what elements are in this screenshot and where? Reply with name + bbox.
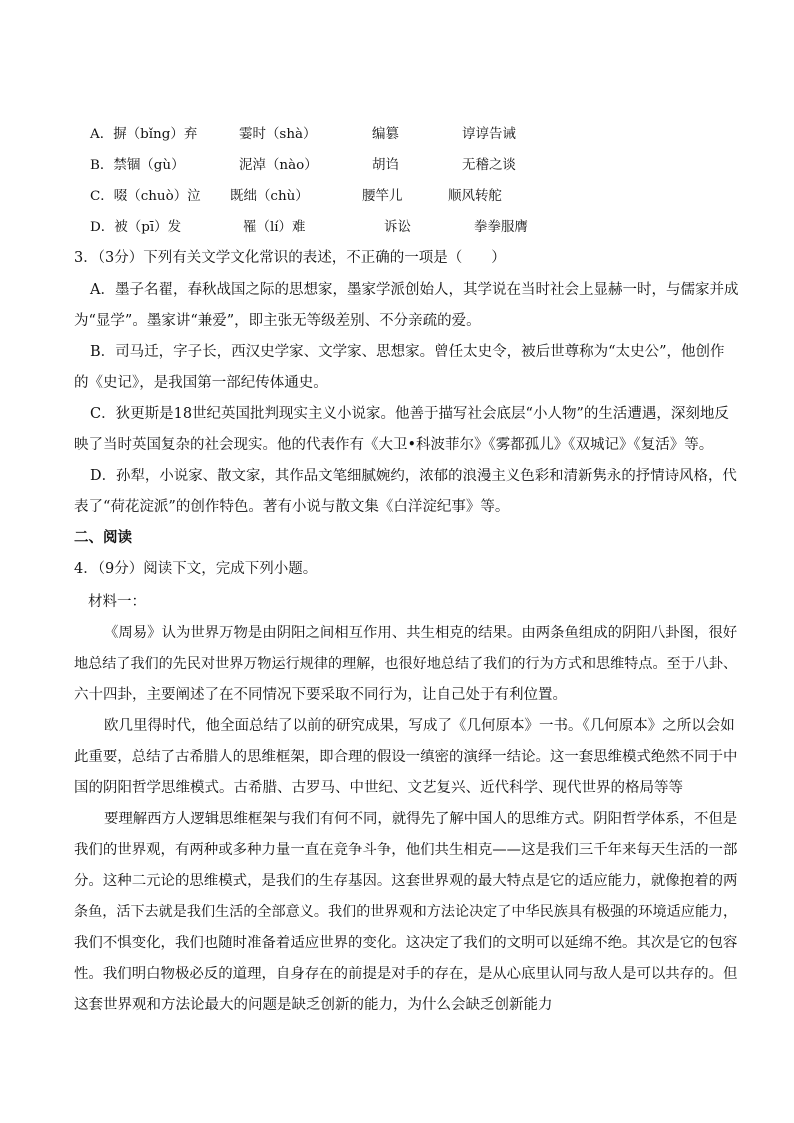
- section-title: 二、阅读: [74, 529, 132, 546]
- q3-stem: 3．（3分）下列有关文学文化常识的表述，不正确的一项是（ ）: [74, 250, 506, 266]
- para1-line-2: 地总结了我们的先民对世界万物运行规律的理解，也很好地总结了我们的行为方式和思维特点。至于八卦、: [74, 656, 738, 672]
- para3-line-7: 这套世界观和方法论最大的问题是缺乏创新的能力，为什么会缺乏创新能力: [74, 997, 553, 1013]
- q3-option-b-line-1: B．司马迁，字子长，西汉史学家、文学家、思想家。曾任太史令，被后世尊称为“太史公”，他创作: [90, 344, 725, 360]
- q2-option-c: [0, 186, 794, 206]
- option-c-cell-2: 既绌（chù）: [230, 188, 309, 204]
- material-label: 材料一：: [88, 594, 146, 610]
- option-b-cell-1: B．禁锢（gù）: [90, 157, 185, 173]
- para1-line-3: 六十四卦，主要阐述了在不同情况下要采取不同行为，让自己处于有利位置。: [74, 687, 567, 703]
- para3-line-2: 我们的世界观，有两种或多种力量一直在竞争斗争，他们共生相克——这是我们三千年来每天生活的一部: [74, 842, 738, 858]
- option-d-cell-1: D．被（pī）发: [90, 219, 182, 235]
- option-d-cell-4: 拳拳服膺: [474, 219, 528, 235]
- q3-option-a-line-1: A．墨子名翟，春秋战国之际的思想家，墨家学派创始人，其学说在当时社会上显赫一时，与儒家并成: [90, 282, 739, 298]
- para3-line-1: 要理解西方人逻辑思维框架与我们有何不同，就得先了解中国人的思维方式。阴阳哲学体系，不但是: [104, 811, 738, 827]
- option-d-cell-2: 罹（lí）难: [243, 219, 306, 235]
- para3-line-4: 条鱼，活下去就是我们生活的全部意义。我们的世界观和方法论决定了中华民族具有极强的环境适应能力，: [74, 904, 738, 920]
- q3-option-a-line-2: 为“显学”。墨家讲“兼爱”，即主张无等级差别、不分亲疏的爱。: [74, 313, 481, 329]
- option-a-cell-3: 编篡: [372, 126, 399, 142]
- q3-option-c-line-1: C．狄更斯是18世纪英国批判现实主义小说家。他善于描写社会底层“小人物”的生活遭遇，深刻地反: [90, 406, 729, 422]
- q3-option-b-line-2: 的《史记》，是我国第一部纪传体通史。: [74, 375, 328, 391]
- option-c-cell-3: 腰竿儿: [362, 188, 403, 204]
- q3-option-d-line-1: D．孙犁，小说家、散文家，其作品文笔细腻婉约，浓郁的浪漫主义色彩和清新隽永的抒情诗风格，代: [90, 468, 737, 484]
- q4-stem: 4．（9分）阅读下文，完成下列小题。: [74, 561, 318, 577]
- option-a-cell-1: A．摒（bǐng）弃: [90, 126, 198, 142]
- q3-option-c-line-2: 映了当时英国复杂的社会现实。他的代表作有《大卫•科波菲尔》《雾都孤儿》《双城记》《复活》等。: [74, 437, 714, 453]
- option-d-cell-3: 诉讼: [384, 219, 411, 235]
- para3-line-3: 分。这种二元论的思维模式，是我们的生存基因。这套世界观的最大特点是它的适应能力，就像抱着的两: [74, 873, 738, 889]
- option-c-cell-4: 顺风转舵: [448, 188, 502, 204]
- option-a-cell-4: 谆谆告诫: [462, 126, 516, 142]
- q2-option-a: [0, 124, 794, 144]
- para1-line-1: 《周易》认为世界万物是由阴阳之间相互作用、共生相克的结果。由两条鱼组成的阴阳八卦图，很好: [104, 625, 738, 641]
- para2-line-3: 国的阴阳哲学思维模式。古希腊、古罗马、中世纪、文艺复兴、近代科学、现代世界的格局等等: [74, 780, 683, 796]
- option-b-cell-3: 胡诌: [372, 157, 399, 173]
- q3-option-d-line-2: 表了“荷花淀派”的创作特色。著有小说与散文集《白洋淀纪事》等。: [74, 499, 510, 515]
- option-b-cell-2: 泥淖（nào）: [239, 157, 318, 173]
- para2-line-2: 此重要，总结了古希腊人的思维框架，即合理的假设一缜密的演绎一结论。这一套思维模式绝然不同于中: [74, 749, 738, 765]
- para2-line-1: 欧几里得时代，他全面总结了以前的研究成果，写成了《几何原本》一书。《几何原本》之所以会如: [104, 718, 735, 734]
- q2-option-d: [0, 217, 794, 237]
- q2-option-b: [0, 155, 794, 175]
- option-a-cell-2: 霎时（shà）: [239, 126, 317, 142]
- option-c-cell-1: C．啜（chuò）泣: [90, 188, 201, 204]
- option-b-cell-4: 无稽之谈: [462, 157, 516, 173]
- para3-line-6: 性。我们明白物极必反的道理，自身存在的前提是对手的存在，是从心底里认同与敌人是可以共存的。但: [74, 966, 738, 982]
- para3-line-5: 我们不惧变化，我们也随时准备着适应世界的变化。这决定了我们的文明可以延绵不绝。其次是它的包容: [74, 935, 738, 951]
